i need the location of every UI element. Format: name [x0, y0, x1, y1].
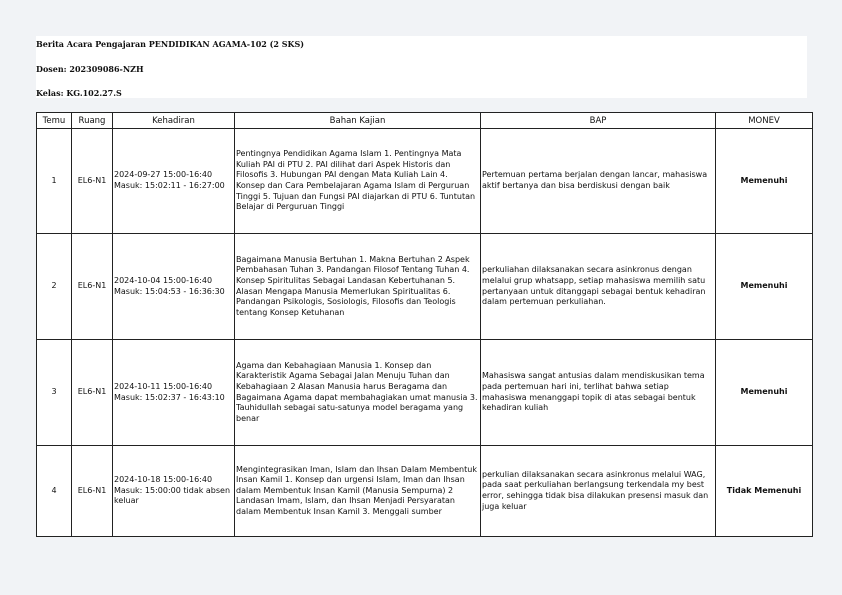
table-row	[37, 129, 813, 234]
cell-kehadiran: 2024-10-18 15:00-16:40 Masuk: 15:00:00 tidak absen keluar	[113, 446, 235, 537]
table-row	[37, 446, 813, 537]
cell-bahan-kajian: Bagaimana Manusia Bertuhan 1. Makna Bertuhan 2 Aspek Pembahasan Tuhan 3. Pandangan Filosof Tentang Tuhan 4. Konsep Spiritulitas Sebagai Landasan Kebertuhanan 5. Alasan Mengapa Manusia Memerlukan Spiritualitas 6. Pandangan Psikologis, Sosiologis, Filosofis dan Teologis tentang Konsep Ketuhanan	[235, 234, 481, 340]
lecturer-id: Dosen: 202309086-NZH	[36, 64, 144, 74]
col-header-temu: Temu	[37, 113, 72, 129]
col-header-ruang: Ruang	[72, 113, 113, 129]
col-header-kehadiran: Kehadiran	[113, 113, 235, 129]
document-title: Berita Acara Pengajaran PENDIDIKAN AGAMA-102 (2 SKS)	[36, 39, 305, 49]
cell-bap: perkuliahan dilaksanakan secara asinkronus dengan melalui grup whatsapp, setiap mahasiswa memilih satu pertanyaan untuk ditanggapi sebagai bentuk kehadiran dalam pertemuan perkuliahan.	[481, 234, 716, 340]
class-code: Kelas: KG.102.27.S	[36, 88, 122, 98]
table-row	[37, 340, 813, 446]
teaching-record-table	[36, 112, 813, 537]
cell-ruang: EL6-N1	[72, 129, 113, 234]
cell-ruang: EL6-N1	[72, 340, 113, 446]
document-header	[36, 36, 807, 98]
cell-temu: 4	[37, 446, 72, 537]
col-header-monev: MONEV	[716, 113, 813, 129]
cell-bahan-kajian: Pentingnya Pendidikan Agama Islam 1. Pentingnya Mata Kuliah PAI di PTU 2. PAI dilihat dari Aspek Historis dan Filosofis 3. Hubungan PAI dengan Mata Kuliah Lain 4. Konsep dan Cara Pembelajaran Agama Islam di Perguruan Tinggi 5. Tujuan dan Fungsi PAI diajarkan di PTU 6. Tuntutan Belajar di Perguruan Tinggi	[235, 129, 481, 234]
table-header-row	[37, 113, 813, 129]
cell-bap: perkulian dilaksanakan secara asinkronus melalui WAG, pada saat perkuliahan berlangsung terkendala my best error, sehingga tidak bisa dilakukan presensi masuk dan juga keluar	[481, 446, 716, 537]
cell-ruang: EL6-N1	[72, 446, 113, 537]
cell-ruang: EL6-N1	[72, 234, 113, 340]
cell-bap: Mahasiswa sangat antusias dalam mendiskusikan tema pada pertemuan hari ini, terlihat bahwa setiap mahasiswa menanggapi topik di atas sebagai bentuk kehadiran kuliah	[481, 340, 716, 446]
cell-monev: Memenuhi	[716, 340, 813, 446]
col-header-bap: BAP	[481, 113, 716, 129]
cell-kehadiran: 2024-10-11 15:00-16:40 Masuk: 15:02:37 - 16:43:10	[113, 340, 235, 446]
cell-bahan-kajian: Mengintegrasikan Iman, Islam dan Ihsan Dalam Membentuk Insan Kamil 1. Konsep dan urgensi Islam, Iman dan Ihsan dalam Membentuk Insan Kamil (Manusia Sempurna) 2 Landasan Imam, Islam, dan Ihsan Menjadi Persyaratan dalam Membentuk Insan Kamil 3. Menggali sumber	[235, 446, 481, 537]
cell-temu: 3	[37, 340, 72, 446]
col-header-bahan-kajian: Bahan Kajian	[235, 113, 481, 129]
cell-bahan-kajian: Agama dan Kebahagiaan Manusia 1. Konsep dan Karakteristik Agama Sebagai Jalan Menuju Tuhan dan Kebahagiaan 2 Alasan Manusia harus Beragama dan Bagaimana Agama dapat membahagiakan umat manusia 3. Tauhidullah sebagai satu-satunya model beragama yang benar	[235, 340, 481, 446]
cell-kehadiran: 2024-10-04 15:00-16:40 Masuk: 15:04:53 - 16:36:30	[113, 234, 235, 340]
cell-temu: 2	[37, 234, 72, 340]
cell-monev: Memenuhi	[716, 234, 813, 340]
table-row	[37, 234, 813, 340]
cell-bap: Pertemuan pertama berjalan dengan lancar, mahasiswa aktif bertanya dan bisa berdiskusi dengan baik	[481, 129, 716, 234]
cell-monev: Tidak Memenuhi	[716, 446, 813, 537]
cell-kehadiran: 2024-09-27 15:00-16:40 Masuk: 15:02:11 - 16:27:00	[113, 129, 235, 234]
cell-temu: 1	[37, 129, 72, 234]
cell-monev: Memenuhi	[716, 129, 813, 234]
